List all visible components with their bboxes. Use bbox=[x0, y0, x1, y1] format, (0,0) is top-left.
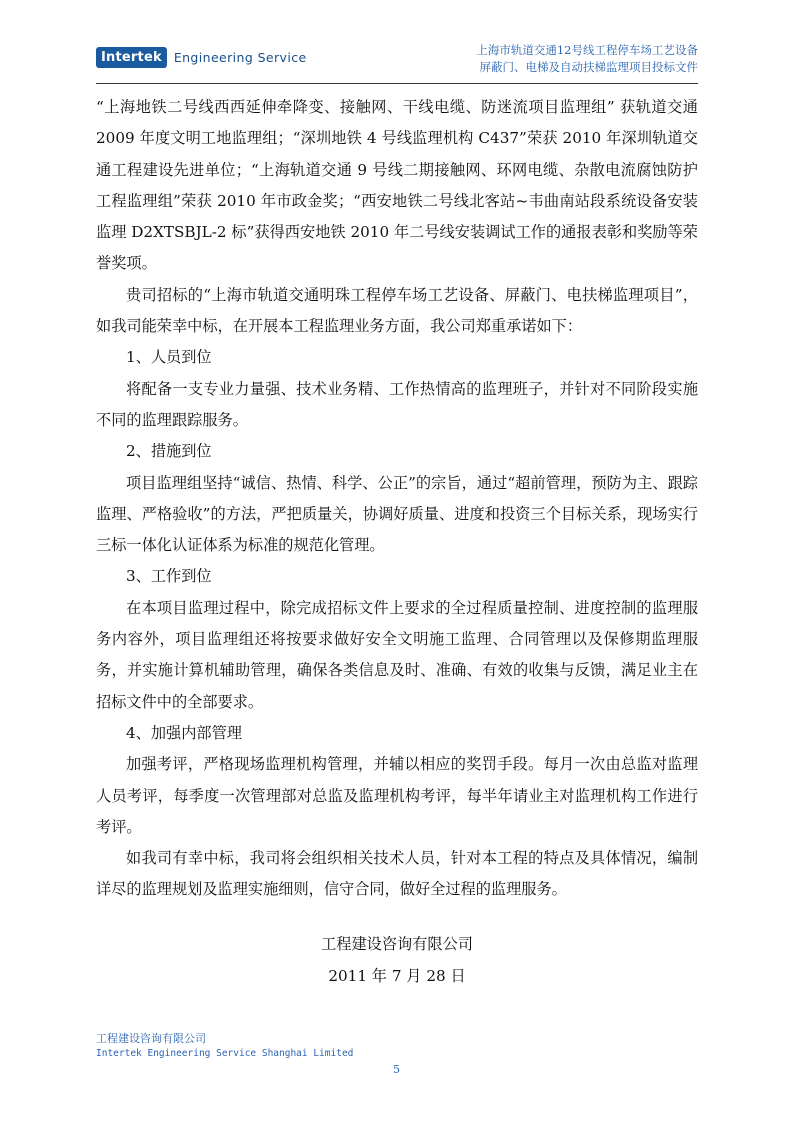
heading-measures: 2、措施到位 bbox=[126, 442, 212, 461]
heading-internal-management: 4、加强内部管理 bbox=[126, 723, 242, 742]
heading-work: 3、工作到位 bbox=[126, 567, 212, 586]
heading-personnel: 1、人员到位 bbox=[126, 348, 212, 367]
page-header bbox=[96, 40, 698, 82]
paragraph-personnel: 将配备一支专业力量强、技术业务精、工作热情高的监理班子，并针对不同阶段实施不同的监理跟踪服务。 bbox=[96, 379, 698, 429]
signature-company: 工程建设咨询有限公司 bbox=[321, 935, 473, 953]
page-number: 5 bbox=[393, 1063, 400, 1076]
signature-date: 2011 年 7 月 28 日 bbox=[328, 967, 466, 985]
intertek-logo bbox=[96, 47, 307, 68]
footer-company-en: Intertek Engineering Service Shanghai Limited bbox=[96, 1048, 354, 1059]
footer-company-cn: 工程建设咨询有限公司 bbox=[96, 1032, 206, 1045]
logo-badge: Intertek bbox=[96, 47, 167, 68]
paragraph-internal-management: 加强考评，严格现场监理机构管理，并辅以相应的奖罚手段。每月一次由总监对监理人员考评，每季度一次管理部对总监及监理机构考评，每半年请业主对监理机构工作进行考评。 bbox=[96, 755, 698, 836]
paragraph-work: 在本项目监理过程中，除完成招标文件上要求的全过程质量控制、进度控制的监理服务内容外，项目监理组还将按要求做好安全文明施工监理、合同管理以及保修期监理服务，并实施计算机辅助管理，确保各类信息及时、准确、有效的收集与反馈，满足业主在招标文件中的全部要求。 bbox=[96, 598, 698, 711]
document-title-line2: 屏蔽门、电梯及自动扶梯监理项目投标文件 bbox=[479, 60, 698, 74]
paragraph-closing: 如我司有幸中标，我司将会组织相关技术人员，针对本工程的特点及具体情况，编制详尽的监理规划及监理实施细则，信守合同，做好全过程的监理服务。 bbox=[96, 849, 698, 899]
paragraph-awards: “上海地铁二号线西西延伸牵降变、接触网、干线电缆、防迷流项目监理组” 获轨道交通 2009 年度文明工地监理组；“深圳地铁 4 号线监理机构 C437”荣获 2010 年深圳轨道交通工程建设先进单位；“上海轨道交通 9 号线二期接触网、环网电缆、杂散电流腐蚀防护工程监理组”荣获 2010 年市政金奖；“西安地铁二号线北客站~韦曲南站段系统设备安装监理 D2XTSBJL-2 标”获得西安地铁 2010 年二号线安装调试工作的通报表彰和奖励等荣誉奖项。 bbox=[96, 98, 698, 273]
paragraph-commitment-intro: 贵司招标的“上海市轨道交通明珠工程停车场工艺设备、屏蔽门、电扶梯监理项目”，如我司能荣幸中标，在开展本工程监理业务方面，我公司郑重承诺如下： bbox=[96, 285, 698, 336]
logo-subtitle: Engineering Service bbox=[173, 50, 307, 65]
document-title bbox=[476, 42, 698, 76]
document-title-line1: 上海市轨道交通12号线工程停车场工艺设备 bbox=[476, 43, 698, 57]
page-footer bbox=[96, 1031, 353, 1061]
paragraph-measures: 项目监理组坚持“诚信、热情、科学、公正”的宗旨，通过“超前管理，预防为主、跟踪监理、严格验收”的方法，严把质量关，协调好质量、进度和投资三个目标关系，现场实行三标一体化认证体系为标准的规范化管理。 bbox=[96, 473, 698, 555]
document-body bbox=[96, 92, 698, 906]
header-divider bbox=[96, 83, 698, 84]
